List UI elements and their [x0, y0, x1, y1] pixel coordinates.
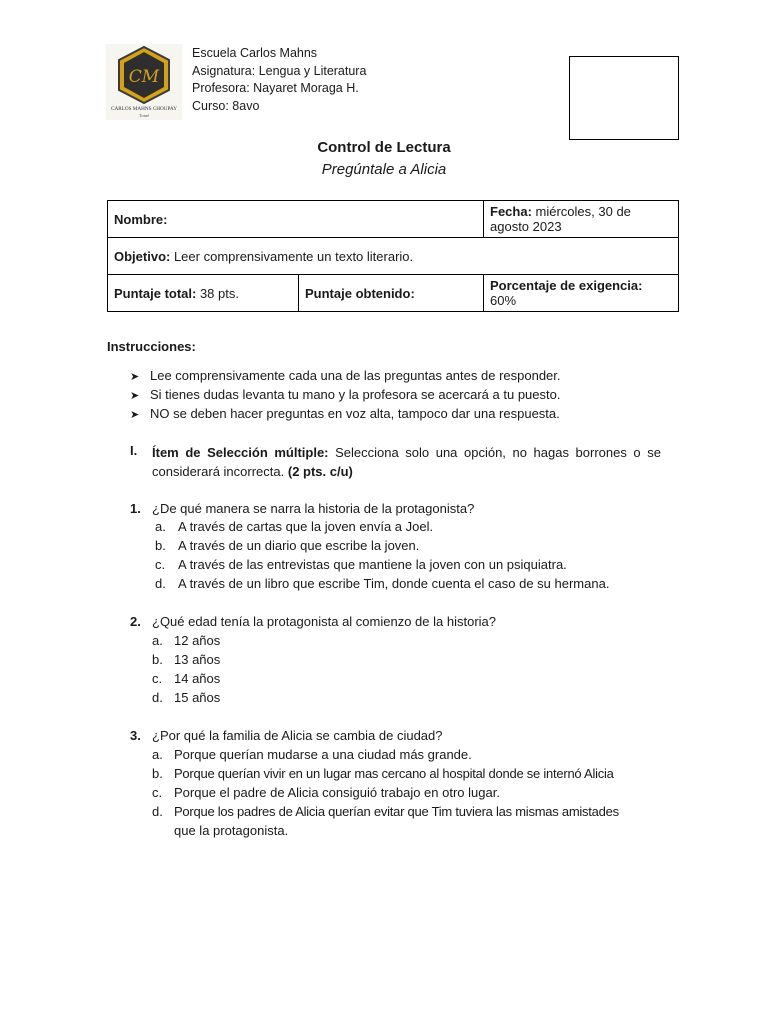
option-text[interactable]: Porque querían vivir en un lugar mas cercano al hospital donde se internó Alicia: [174, 766, 614, 781]
instructions-heading: Instrucciones:: [107, 339, 196, 354]
option-letter: b.: [152, 652, 163, 667]
option-letter: b.: [152, 766, 163, 781]
date-value: miércoles, 30 de agosto 2023: [490, 204, 631, 234]
page-title: Control de Lectura: [317, 139, 451, 156]
obtained-cell[interactable]: [299, 275, 484, 312]
section-one-label: Ítem de Selección múltiple:: [152, 445, 329, 460]
option-text[interactable]: A través de cartas que la joven envía a Joel.: [178, 519, 434, 534]
option-letter: c.: [155, 557, 166, 572]
option-text[interactable]: 12 años: [174, 633, 221, 648]
option-letter: d.: [155, 576, 166, 591]
option-letter: a.: [152, 633, 163, 648]
option-text[interactable]: A través de un diario que escribe la joven.: [178, 538, 420, 553]
date-label: Fecha:: [490, 204, 532, 219]
instruction-item: [130, 406, 560, 421]
total-value: 38 pts.: [196, 285, 239, 301]
option-letter: d.: [152, 804, 163, 819]
percent-value: 60%: [490, 293, 517, 308]
instruction-text: NO se deben hacer preguntas en voz alta, tampoco dar una respuesta.: [150, 406, 560, 421]
logo-city-text: Tomé: [138, 113, 150, 118]
option-text[interactable]: Porque querían mudarse a una ciudad más grande.: [174, 747, 472, 762]
section-one-text: [152, 443, 661, 481]
option-letter: c.: [152, 671, 163, 686]
section-one-points: (2 pts. c/u): [287, 464, 353, 479]
instruction-text: Lee comprensivamente cada una de las preguntas antes de responder.: [150, 368, 561, 383]
arrow-bullet-icon: ➤: [130, 390, 140, 402]
course-line: Curso: 8avo: [192, 98, 260, 113]
name-cell[interactable]: [108, 201, 484, 238]
option-text[interactable]: A través de las entrevistas que mantiene la joven con un psiquiatra.: [178, 557, 567, 572]
school-logo: [106, 44, 182, 120]
section-one-instructions: Selecciona solo una opción, no hagas borrones o se considerará incorrecta.: [152, 445, 661, 479]
question-number: 2.: [130, 614, 141, 629]
subject-line: Asignatura: Lengua y Literatura: [192, 63, 367, 78]
question-text: ¿De qué manera se narra la historia de la protagonista?: [152, 501, 475, 516]
instruction-item: [130, 387, 560, 402]
question-text: ¿Qué edad tenía la protagonista al comienzo de la historia?: [152, 614, 496, 629]
percent-label: Porcentaje de exigencia:: [490, 278, 643, 293]
objective-cell: [108, 238, 679, 275]
option-text[interactable]: A través de un libro que escribe Tim, donde cuenta el caso de su hermana.: [178, 576, 610, 591]
total-cell: [108, 275, 299, 312]
option-text[interactable]: Porque el padre de Alicia consiguió trabajo en otro lugar.: [174, 785, 500, 800]
question-number: 3.: [130, 728, 141, 743]
percent-cell: [484, 275, 679, 312]
total-label: Puntaje total:: [114, 285, 197, 301]
option-letter: c.: [152, 785, 163, 800]
option-text[interactable]: 14 años: [174, 671, 221, 686]
question-text: ¿Por qué la familia de Alicia se cambia de ciudad?: [152, 728, 443, 743]
teacher-line: Profesora: Nayaret Moraga H.: [192, 81, 359, 95]
obtained-label: Puntaje obtenido:: [305, 285, 415, 301]
option-text[interactable]: 13 años: [174, 652, 221, 667]
instruction-text: Si tienes dudas levanta tu mano y la profesora se acercará a tu puesto.: [150, 387, 561, 402]
objective-value: Leer comprensivamente un texto literario.: [170, 248, 414, 264]
instruction-item: [130, 368, 561, 383]
option-text[interactable]: 15 años: [174, 690, 221, 705]
svg-text:CM: CM: [128, 67, 160, 87]
logo-name-text: CARLOS MAHNS CHOUPAY: [111, 106, 177, 112]
option-text[interactable]: Porque los padres de Alicia querían evitar que Tim tuviera las mismas amistades: [174, 804, 619, 819]
option-text-continued: que la protagonista.: [174, 823, 289, 838]
objective-label: Objetivo:: [114, 248, 171, 264]
page-subtitle: Pregúntale a Alicia: [321, 161, 447, 178]
arrow-bullet-icon: ➤: [130, 409, 140, 421]
arrow-bullet-icon: ➤: [130, 371, 140, 383]
option-letter: d.: [152, 690, 163, 705]
question-number: 1.: [130, 501, 141, 516]
date-cell: [484, 201, 679, 238]
school-info: [192, 45, 366, 115]
name-label: Nombre:: [114, 211, 168, 227]
option-letter: b.: [155, 538, 166, 553]
grade-box: [569, 56, 679, 140]
info-table: [107, 200, 679, 312]
section-numeral: I.: [130, 443, 138, 458]
option-letter: a.: [155, 519, 166, 534]
school-name: Escuela Carlos Mahns: [192, 46, 318, 60]
option-letter: a.: [152, 747, 163, 762]
